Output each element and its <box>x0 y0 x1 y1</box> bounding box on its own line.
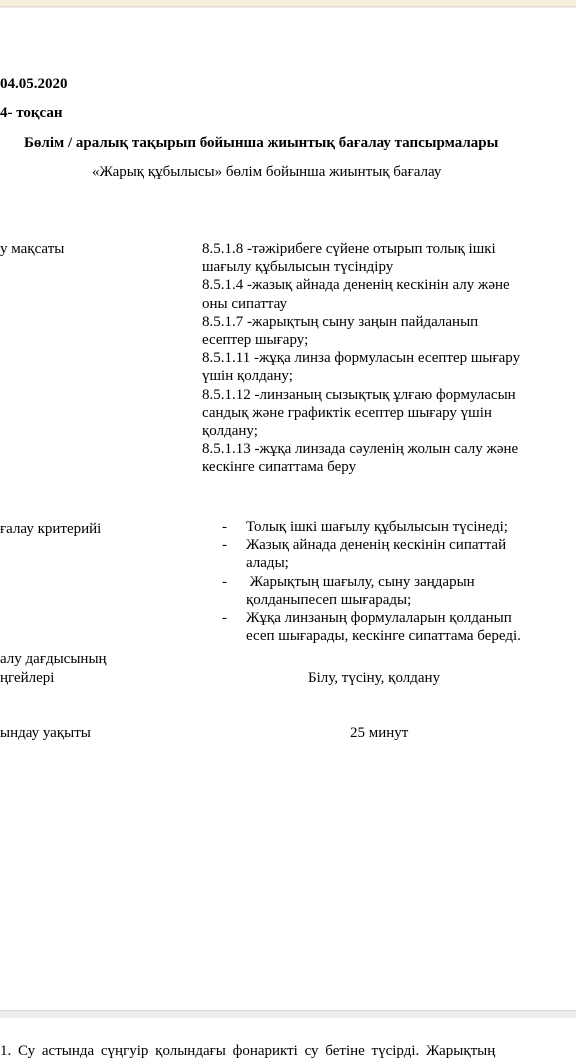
list-dash: - <box>222 537 227 554</box>
goal-line: оны сипаттау <box>202 295 288 312</box>
subtitle: «Жарық құбылысы» бөлім бойынша жиынтық бағалау <box>92 164 442 180</box>
goal-line: қолдану; <box>202 423 258 440</box>
criteria-line: алады; <box>246 555 289 572</box>
goal-line: сандық және графиктік есептер шығару үшін <box>202 404 492 421</box>
goal-line: 8.5.1.4 -жазық айнада дененің кескінін алу және <box>202 277 510 294</box>
criteria-line: Жұқа линзаның формулаларын қолданып <box>246 610 512 627</box>
main-title: Бөлім / аралық тақырып бойынша жиынтық бағалау тапсырмалары <box>24 135 499 151</box>
next-page <box>0 1018 576 1060</box>
goal-line: шағылу құбылысын түсіндіру <box>202 259 394 276</box>
criteria-line: есеп шығарады, кескінге сипаттама береді. <box>246 628 521 645</box>
goal-line: кескінге сипаттама беру <box>202 459 357 476</box>
goal-line: 8.5.1.12 -линзаның сызықтық ұлғаю формуласын <box>202 386 516 403</box>
criteria-item <box>222 573 521 609</box>
list-dash: - <box>222 519 227 535</box>
criteria-item <box>222 536 521 572</box>
skills-value: Білу, түсіну, қолдану <box>308 670 441 686</box>
criteria-item <box>222 609 521 645</box>
criteria-item <box>222 518 521 536</box>
goal-line: 8.5.1.11 -жұқа линза формуласын есептер шығару <box>202 350 521 367</box>
goals-list <box>202 240 520 477</box>
goal-line: 8.5.1.13 -жұқа линзада сәуленің жолын салу және <box>202 441 519 458</box>
criteria-line: Жазық айнада дененің кескінін сипаттай <box>246 537 507 554</box>
goal-line: үшін қолдану; <box>202 368 293 385</box>
goal-line: есептер шығару; <box>202 332 309 349</box>
criteria-line: Толық ішкі шағылу құбылысын түсінеді; <box>246 519 508 535</box>
list-dash: - <box>222 610 227 627</box>
criteria-line: Жарықтың шағылу, сыну заңдарын <box>246 573 475 590</box>
goal-line: 8.5.1.8 -тәжірибеге сүйене отырып толық ішкі <box>202 241 496 257</box>
goal-line: 8.5.1.7 -жарықтың сыну заңын пайдаланып <box>202 313 479 330</box>
time-value: 25 минут <box>350 725 409 741</box>
quarter-line: 4- тоқсан <box>0 105 63 121</box>
top-strip <box>0 0 576 7</box>
time-label: ындау уақыты <box>0 725 91 741</box>
criteria-line: қолданыпесеп шығарады; <box>246 591 412 608</box>
criteria-label: ғалау критерийі <box>0 521 102 537</box>
document-page <box>0 8 576 1011</box>
skills-label-line2: ңгейлері <box>0 670 55 686</box>
skills-label-line1: алу дағдысының <box>0 651 107 667</box>
question-1-text: 1. Су астында сүңгуір қолындағы фонарикті су бетіне түсірді. Жарықтың <box>0 1043 496 1059</box>
list-dash: - <box>222 573 227 590</box>
date-line: 04.05.2020 <box>0 76 68 92</box>
criteria-list <box>222 518 521 645</box>
goals-label: у мақсаты <box>0 241 65 257</box>
